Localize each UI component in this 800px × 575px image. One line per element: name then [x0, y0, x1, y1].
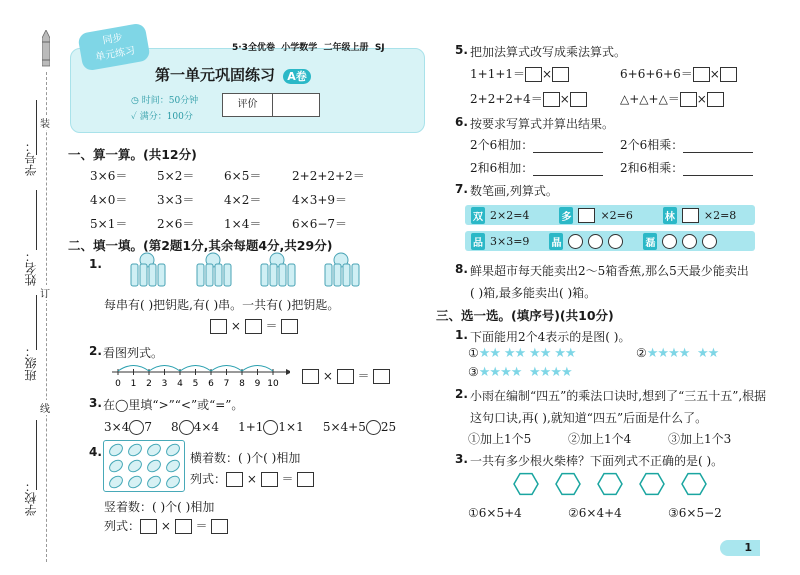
name-field[interactable] [36, 190, 37, 250]
answer-line[interactable] [683, 175, 753, 176]
key-bunch-icon [131, 253, 165, 286]
number-line-label: 5 [192, 379, 199, 388]
number-line-label: 3 [161, 379, 168, 388]
star-group-icon: ★★ [554, 346, 576, 361]
q5-number: 5. [455, 43, 468, 57]
hexagon-icon [598, 474, 622, 495]
header-series-line: 5·3全优卷 小学数学 二年级上册 SJ [232, 43, 385, 53]
q6-row3: 2和6相加： [470, 159, 603, 176]
clock-icon: ◷ [131, 96, 139, 106]
answer-box[interactable] [720, 67, 737, 82]
hexagon-icon [682, 474, 706, 495]
calc-item: 5×1＝ [90, 217, 128, 231]
answer-box[interactable] [245, 319, 262, 334]
rating-label: 评价 [223, 94, 273, 116]
q6-number: 6. [455, 115, 468, 129]
page-title: 第一单元巩固练习 A卷 [155, 64, 311, 85]
section-1-title: 一、算一算。(共12分) [68, 147, 197, 162]
dashed-cut-line [46, 72, 47, 562]
hexagon-icon [514, 474, 538, 495]
compare-circle[interactable] [366, 420, 381, 435]
char-tag: 晶 [549, 233, 563, 250]
answer-box[interactable] [693, 67, 710, 82]
calc-item: 6×6−7＝ [292, 217, 348, 231]
answer-box[interactable] [682, 208, 699, 223]
class-label: 班级： [24, 345, 38, 381]
badge-line-2: 单元练习 [94, 45, 136, 64]
q8-text-2: ( )箱,最多能卖出( )箱。 [470, 286, 597, 300]
answer-box[interactable] [680, 92, 697, 107]
q2-4-line4: 列式： × ＝ [104, 517, 228, 534]
q5-row1: 1+1+1＝ × [470, 65, 569, 82]
answer-circle[interactable] [682, 234, 697, 249]
number-line-label: 7 [223, 379, 230, 388]
c2-option-3[interactable]: ③加上1个3 [668, 432, 732, 446]
number-line-label: 10 [267, 379, 279, 388]
leaf-icon [126, 458, 143, 474]
q5-row3: 2+2+2+4＝ × [470, 90, 587, 107]
q2-3-text: 在◯里填“>”“<”或“=”。 [103, 398, 244, 412]
answer-box[interactable] [302, 369, 319, 384]
answer-circle[interactable] [702, 234, 717, 249]
leaves-illustration [103, 440, 185, 492]
score-info: ✓ 满分：100分 [131, 112, 193, 122]
q2-4-number: 4. [89, 445, 102, 459]
matchstick-hexagons [510, 470, 710, 498]
c1-text: 下面能用2个4表示的是图( )。 [470, 330, 631, 344]
answer-line[interactable] [533, 152, 603, 153]
number-line-label: 9 [254, 379, 261, 388]
q5-text: 把加法算式改写成乘法算式。 [470, 45, 627, 59]
c2-option-2[interactable]: ②加上1个4 [568, 432, 632, 446]
answer-circle[interactable] [608, 234, 623, 249]
q2-2-answer: × ＝ [302, 367, 390, 384]
answer-circle[interactable] [568, 234, 583, 249]
char-tag: 林 [663, 207, 677, 224]
leaf-icon [107, 458, 124, 474]
answer-box[interactable] [552, 67, 569, 82]
compare-circle[interactable] [129, 420, 144, 435]
calc-item: 2+2+2+2＝ [292, 169, 365, 183]
answer-box[interactable] [211, 519, 228, 534]
fold-mark-3: 线 [40, 400, 50, 415]
fold-mark-2: 订 [40, 285, 50, 300]
answer-circle[interactable] [662, 234, 677, 249]
c3-text: 一共有多少根火柴棒？下面列式不正确的是( )。 [470, 454, 724, 468]
q8-number: 8. [455, 262, 468, 276]
answer-box[interactable] [337, 369, 354, 384]
q6-row4: 2和6相乘： [620, 159, 753, 176]
calc-item: 6×5＝ [224, 169, 262, 183]
q6-row2: 2个6相乘： [620, 136, 753, 153]
answer-line[interactable] [533, 175, 603, 176]
q2-1-answer: × ＝ [210, 317, 298, 334]
answer-box[interactable] [707, 92, 724, 107]
leaf-icon [145, 474, 162, 490]
q2-2-number: 2. [89, 344, 102, 358]
calc-item: 4×3+9＝ [292, 193, 348, 207]
calc-item: 1×4＝ [224, 217, 262, 231]
hexagon-icon [556, 474, 580, 495]
answer-box[interactable] [543, 92, 560, 107]
answer-box[interactable] [175, 519, 192, 534]
star-group-icon: ★★★★ [529, 365, 572, 380]
calc-item: 5×2＝ [157, 169, 195, 183]
answer-box[interactable] [525, 67, 542, 82]
q6-text: 按要求写算式并算出结果。 [470, 117, 615, 131]
compare-circle[interactable] [263, 420, 278, 435]
q7-text: 数笔画,列算式。 [470, 184, 558, 198]
c3-option-2[interactable]: ②6×4+4 [568, 506, 622, 520]
calc-row-2 [90, 191, 430, 215]
c2-text: 小雨在编制“四五”的乘法口诀时,想到了“三五十五”,根据 [470, 389, 767, 403]
q2-2-text: 看图列式。 [103, 346, 164, 360]
page-number-tab [720, 540, 760, 556]
number-line-label: 2 [146, 379, 152, 388]
calc-row-1 [90, 167, 430, 191]
time-info: ◷ 时间：50分钟 [131, 96, 199, 106]
char-tag: 多 [559, 207, 573, 224]
q2-1-number: 1. [89, 257, 102, 271]
name-label: 姓名： [24, 250, 38, 286]
star-group-icon: ★★ [503, 346, 526, 361]
page-number: 1 [744, 541, 752, 554]
char-tag: 品 [471, 233, 485, 250]
number-line-label: 8 [239, 379, 245, 388]
pencil-icon [42, 30, 50, 70]
c1-number: 1. [455, 328, 468, 342]
q2-4-line1: 横着数：( )个( )相加 [190, 451, 301, 465]
leaf-icon [164, 458, 181, 474]
answer-box[interactable] [578, 208, 595, 223]
c1-option-1[interactable]: ①★★ ★★ ★★ ★★ [468, 346, 576, 361]
q7-number: 7. [455, 182, 468, 196]
answer-box[interactable] [226, 472, 243, 487]
c2-text-2: 这句口诀,再( ),就知道“四五”后面是什么了。 [470, 411, 708, 425]
compare-row: 3×4 7 8 4×4 1+1 1×1 5×4+5 25 [104, 420, 397, 434]
answer-box[interactable] [297, 472, 314, 487]
leaf-icon [107, 442, 124, 458]
calc-item: 4×2＝ [224, 193, 262, 207]
section-2-title: 二、填一填。(第2题1分,其余每题4分,共29分) [68, 238, 333, 253]
answer-circle[interactable] [588, 234, 603, 249]
q2-1-text: 每串有( )把钥匙,有( )串。一共有( )把钥匙。 [104, 298, 340, 312]
q2-4-line3: 竖着数：( )个( )相加 [104, 500, 215, 514]
star-group-icon: ★★ [478, 346, 501, 361]
check-icon: ✓ [131, 112, 137, 122]
q5-row4: △+△+△＝ × [620, 90, 724, 107]
leaf-icon [107, 474, 124, 490]
leaf-icon [164, 442, 181, 458]
answer-box[interactable] [210, 319, 227, 334]
leaf-icon [145, 458, 162, 474]
c3-number: 3. [455, 452, 468, 466]
c1-option-3[interactable] [468, 365, 572, 380]
answer-box[interactable] [373, 369, 390, 384]
answer-box[interactable] [261, 472, 278, 487]
rating-box[interactable] [222, 93, 320, 117]
a-version-badge: A卷 [283, 69, 311, 84]
class-field[interactable] [36, 295, 37, 350]
keys-illustration [125, 250, 425, 290]
fold-mark-1: 装 [40, 115, 50, 130]
compare-circle[interactable] [179, 420, 194, 435]
star-group-icon: ★★ [697, 346, 719, 361]
student-id-field[interactable] [36, 100, 37, 155]
calc-item: 4×0＝ [90, 193, 128, 207]
school-field[interactable] [36, 420, 37, 490]
leaf-icon [164, 474, 181, 490]
number-line-label: 1 [130, 379, 137, 388]
calc-item: 2×6＝ [157, 217, 195, 231]
number-line-label: 4 [177, 379, 183, 388]
q2-4-line2: 列式： × ＝ [190, 470, 314, 487]
c2-option-1[interactable]: ①加上1个5 [468, 432, 532, 446]
hexagon-icon [640, 474, 664, 495]
calc-item: 3×3＝ [157, 193, 195, 207]
answer-box[interactable] [281, 319, 298, 334]
q8-text: 鲜果超市每天能卖出2～5箱香蕉,那么5天最少能卖出 [470, 264, 749, 278]
stroke-strip-1: 双 2×2=4 多 ×2=6 林 ×2=8 [465, 205, 755, 225]
student-id-label: 学号： [24, 140, 38, 176]
q5-row2: 6+6+6+6＝ × [620, 65, 737, 82]
c3-option-3[interactable]: ③6×5−2 [668, 506, 722, 520]
q2-3-number: 3. [89, 396, 102, 410]
option-3-mark: ③ [468, 365, 479, 379]
answer-box[interactable] [140, 519, 157, 534]
answer-box[interactable] [570, 92, 587, 107]
q6-row1: 2个6相加： [470, 136, 603, 153]
school-label: 学校： [24, 480, 38, 516]
stroke-strip-2: 品 3×3=9 晶 磊 [465, 231, 755, 251]
leaf-icon [145, 442, 162, 458]
char-tag: 双 [471, 207, 485, 224]
c3-option-1[interactable]: ①6×5+4 [468, 506, 522, 520]
leaf-icon [126, 442, 143, 458]
number-line [110, 360, 290, 388]
calc-grid [90, 167, 430, 239]
c1-option-2[interactable]: ②★★★★ ★★ [636, 346, 719, 361]
section-3-title: 三、选一选。(填序号)(共10分) [436, 308, 614, 323]
c2-number: 2. [455, 387, 468, 401]
number-line-label: 0 [115, 379, 121, 388]
star-group-icon: ★★ [529, 346, 551, 361]
badge-line-1: 同步 [101, 32, 124, 47]
star-group-icon: ★★★★ [646, 346, 690, 361]
number-line-label: 6 [208, 379, 214, 388]
char-tag: 磊 [643, 233, 657, 250]
calc-item: 3×6＝ [90, 169, 128, 183]
answer-line[interactable] [683, 152, 753, 153]
star-group-icon: ★★★★ [478, 365, 522, 380]
leaf-icon [126, 474, 143, 490]
